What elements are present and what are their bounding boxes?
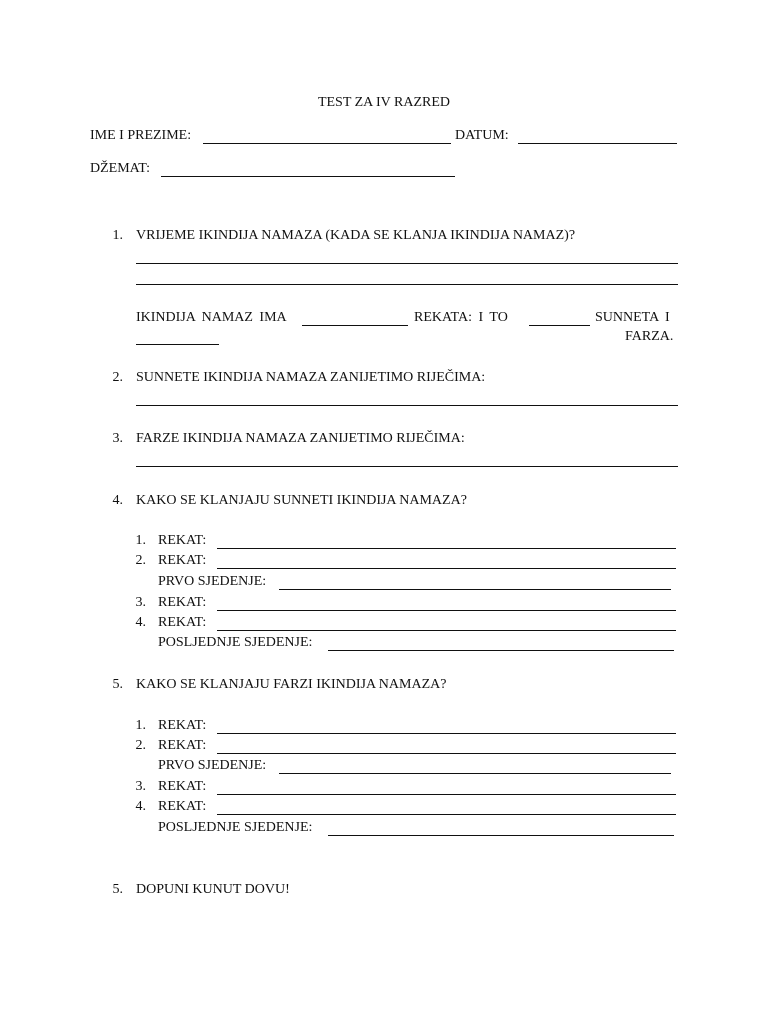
name-label: IME I PREZIME: — [90, 128, 192, 143]
step-number: 2. — [135, 553, 146, 568]
question-2-text: SUNNETE IKINDIJA NAMAZA ZANIJETIMO RIJEČIMA: — [136, 370, 486, 385]
question-3-text: FARZE IKINDIJA NAMAZA ZANIJETIMO RIJEČIMA: — [136, 431, 465, 446]
answer-line[interactable] — [136, 405, 678, 406]
step-number: 3. — [135, 779, 146, 794]
step-label: REKAT: — [158, 779, 207, 794]
q1-fill-text: SUNNETA I — [595, 310, 670, 325]
step-label: REKAT: — [158, 799, 207, 814]
date-field[interactable] — [518, 143, 677, 144]
step-answer-line[interactable] — [217, 610, 676, 611]
question-number: 1. — [112, 228, 123, 243]
question-number: 3. — [112, 431, 123, 446]
step-label: REKAT: — [158, 595, 207, 610]
q1-fill-text: IKINDIJA NAMAZ IMA — [136, 310, 287, 325]
answer-line[interactable] — [136, 284, 678, 285]
step-label: REKAT: — [158, 553, 207, 568]
step-label: PRVO SJEDENJE: — [158, 758, 267, 773]
step-label: PRVO SJEDENJE: — [158, 574, 267, 589]
q1-fill-text: REKATA: I TO — [414, 310, 508, 325]
sunneta-count-field[interactable] — [529, 325, 590, 326]
question-number: 5. — [112, 677, 123, 692]
step-answer-line[interactable] — [328, 835, 674, 836]
step-answer-line[interactable] — [217, 733, 676, 734]
step-label: REKAT: — [158, 718, 207, 733]
step-answer-line[interactable] — [279, 773, 671, 774]
question-number: 2. — [112, 370, 123, 385]
step-answer-line[interactable] — [217, 630, 676, 631]
step-answer-line[interactable] — [279, 589, 671, 590]
date-label: DATUM: — [455, 128, 509, 143]
question-1-text: VRIJEME IKINDIJA NAMAZA (KADA SE KLANJA IKINDIJA NAMAZ)? — [136, 228, 576, 243]
step-number: 1. — [135, 533, 146, 548]
step-number: 4. — [135, 799, 146, 814]
step-answer-line[interactable] — [217, 794, 676, 795]
question-number: 4. — [112, 493, 123, 508]
step-answer-line[interactable] — [217, 753, 676, 754]
question-4-text: KAKO SE KLANJAJU SUNNETI IKINDIJA NAMAZA? — [136, 493, 467, 508]
step-answer-line[interactable] — [217, 568, 676, 569]
step-label: REKAT: — [158, 738, 207, 753]
step-answer-line[interactable] — [217, 814, 676, 815]
farza-count-field[interactable] — [136, 344, 219, 345]
step-answer-line[interactable] — [328, 650, 674, 651]
answer-line[interactable] — [136, 466, 678, 467]
step-number: 3. — [135, 595, 146, 610]
dzemat-field[interactable] — [161, 176, 455, 177]
answer-line[interactable] — [136, 263, 678, 264]
question-6-text: DOPUNI KUNUT DOVU! — [136, 882, 290, 897]
step-label: POSLJEDNJE SJEDENJE: — [158, 635, 313, 650]
question-number: 5. — [112, 882, 123, 897]
page-title: TEST ZA IV RAZRED — [317, 95, 451, 110]
question-5-text: KAKO SE KLANJAJU FARZI IKINDIJA NAMAZA? — [136, 677, 447, 692]
step-number: 1. — [135, 718, 146, 733]
step-label: REKAT: — [158, 615, 207, 630]
step-label: REKAT: — [158, 533, 207, 548]
step-label: POSLJEDNJE SJEDENJE: — [158, 820, 313, 835]
q1-fill-text: FARZA. — [625, 329, 674, 344]
step-answer-line[interactable] — [217, 548, 676, 549]
step-number: 2. — [135, 738, 146, 753]
name-field[interactable] — [203, 143, 451, 144]
step-number: 4. — [135, 615, 146, 630]
rekata-count-field[interactable] — [302, 325, 408, 326]
dzemat-label: DŽEMAT: — [90, 161, 150, 176]
